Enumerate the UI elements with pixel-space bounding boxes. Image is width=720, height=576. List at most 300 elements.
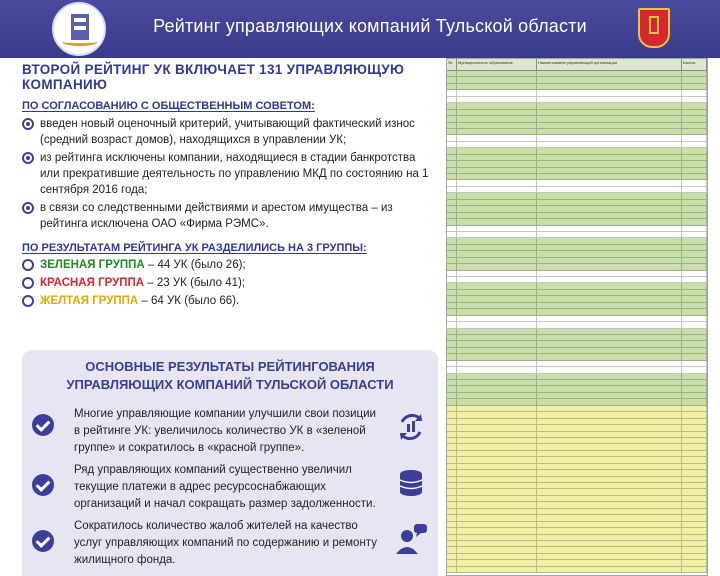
- rating-table: [446, 58, 708, 576]
- table-cell: [537, 496, 682, 501]
- main-heading: ВТОРОЙ РЕЙТИНГ УК ВКЛЮЧАЕТ 131 УПРАВЛЯЮЩУЮ КОМПАНИЮ: [22, 62, 405, 92]
- table-cell: [682, 200, 707, 205]
- table-cell: [537, 180, 682, 185]
- table-cell: [537, 457, 682, 462]
- table-cell: [457, 187, 537, 192]
- table-cell: [537, 547, 682, 552]
- table-cell: [537, 290, 682, 295]
- table-cell: [682, 354, 707, 359]
- table-cell: [447, 90, 457, 95]
- table-cell: [682, 464, 707, 469]
- housing-inspection-logo-icon: [52, 2, 106, 56]
- table-cell: [537, 464, 682, 469]
- table-cell: [447, 316, 457, 321]
- table-cell: [682, 148, 707, 153]
- table-cell: [537, 129, 682, 134]
- bullet-circle-icon: [22, 202, 34, 214]
- results-title-line: ОСНОВНЫЕ РЕЗУЛЬТАТЫ РЕЙТИНГОВАНИЯ: [85, 359, 375, 374]
- table-cell: [537, 348, 682, 353]
- table-cell: [537, 444, 682, 449]
- table-cell: [447, 303, 457, 308]
- table-cell: [682, 386, 707, 391]
- table-cell: [447, 245, 457, 250]
- table-cell: [682, 90, 707, 95]
- table-cell: [457, 393, 537, 398]
- table-cell: [447, 560, 457, 565]
- table-cell: [537, 354, 682, 359]
- table-cell: [457, 567, 537, 572]
- bullet-circle-icon: [22, 118, 34, 130]
- table-cell: [457, 142, 537, 147]
- table-cell: [447, 116, 457, 121]
- table-cell: [447, 412, 457, 417]
- table-cell: [457, 515, 537, 520]
- table-cell: [537, 451, 682, 456]
- left-column: [22, 62, 438, 310]
- list-item: [22, 116, 438, 148]
- group-name: ЗЕЛЕНАЯ ГРУППА: [40, 259, 145, 271]
- table-cell: [447, 432, 457, 437]
- table-cell: [457, 464, 537, 469]
- table-cell: [447, 496, 457, 501]
- table-cell: [682, 554, 707, 559]
- table-cell: [457, 90, 537, 95]
- table-cell: [537, 489, 682, 494]
- table-cell: [682, 168, 707, 173]
- table-cell: [682, 135, 707, 140]
- table-cell: [537, 296, 682, 301]
- table-cell: [457, 522, 537, 527]
- table-cell: [682, 541, 707, 546]
- table-cell: [682, 97, 707, 102]
- table-cell: [447, 200, 457, 205]
- table-cell: [682, 77, 707, 82]
- table-cell: [537, 522, 682, 527]
- list-item: [22, 200, 438, 232]
- table-cell: [457, 303, 537, 308]
- table-cell: [457, 309, 537, 314]
- table-cell: [537, 515, 682, 520]
- table-cell: [457, 554, 537, 559]
- table-cell: [682, 238, 707, 243]
- bullet-circle-icon: [22, 259, 34, 271]
- groups-heading: ПО РЕЗУЛЬТАТАМ РЕЙТИНГА УК РАЗДЕЛИЛИСЬ НА 3 ГРУППЫ:: [22, 242, 367, 254]
- table-cell: [447, 464, 457, 469]
- table-cell: [447, 77, 457, 82]
- table-cell: [447, 335, 457, 340]
- table-cell: [457, 535, 537, 540]
- table-cell: [682, 515, 707, 520]
- table-cell: [457, 477, 537, 482]
- list-item-text: введен новый оценочный критерий, учитывающий фактический износ (средний возраст домов), находящихся в управлении УК;: [40, 118, 415, 146]
- table-cell: [537, 232, 682, 237]
- table-cell: [682, 502, 707, 507]
- page-title: Рейтинг управляющих компаний Тульской области: [153, 16, 587, 36]
- table-cell: [457, 251, 537, 256]
- table-cell: [447, 457, 457, 462]
- group-name: ЖЕЛТАЯ ГРУППА: [40, 295, 139, 307]
- table-cell: [682, 251, 707, 256]
- table-cell: [682, 341, 707, 346]
- table-cell: [682, 374, 707, 379]
- group-red: [22, 274, 438, 292]
- table-cell: [447, 148, 457, 153]
- table-cell: [447, 174, 457, 179]
- table-cell: [447, 502, 457, 507]
- table-cell: [457, 71, 537, 76]
- table-cell: [447, 509, 457, 514]
- table-cell: [682, 226, 707, 231]
- table-cell: [537, 251, 682, 256]
- table-cell: [537, 502, 682, 507]
- table-cell: [447, 135, 457, 140]
- table-cell: [682, 477, 707, 482]
- table-cell: [537, 193, 682, 198]
- table-cell: [537, 483, 682, 488]
- table-cell: [682, 174, 707, 179]
- table-cell: [447, 535, 457, 540]
- table-cell: [537, 283, 682, 288]
- table-cell: [447, 155, 457, 160]
- header-banner: [0, 0, 720, 58]
- table-cell: [682, 509, 707, 514]
- table-cell: [447, 290, 457, 295]
- table-cell: [682, 206, 707, 211]
- table-cell: [457, 110, 537, 115]
- table-cell: [537, 135, 682, 140]
- table-cell: [682, 155, 707, 160]
- table-cell: [537, 213, 682, 218]
- table-cell: [457, 470, 537, 475]
- table-cell: [457, 412, 537, 417]
- table-cell: [447, 386, 457, 391]
- table-cell: [537, 97, 682, 102]
- table-cell: [447, 470, 457, 475]
- table-cell: [537, 341, 682, 346]
- table-cell: [447, 283, 457, 288]
- table-cell: [682, 303, 707, 308]
- table-cell: [447, 142, 457, 147]
- table-cell: [457, 509, 537, 514]
- table-cell: [447, 367, 457, 372]
- table-cell: [537, 322, 682, 327]
- table-cell: [682, 419, 707, 424]
- table-cell: [447, 425, 457, 430]
- table-cell: [457, 419, 537, 424]
- table-cell: [682, 361, 707, 366]
- table-cell: [682, 322, 707, 327]
- table-cell: [682, 213, 707, 218]
- table-cell: [537, 238, 682, 243]
- table-cell: [537, 412, 682, 417]
- table-cell: [457, 399, 537, 404]
- table-cell: [682, 232, 707, 237]
- table-cell: [537, 329, 682, 334]
- table-cell: [457, 380, 537, 385]
- table-cell: [682, 277, 707, 282]
- table-cell: [537, 361, 682, 366]
- table-cell: [447, 541, 457, 546]
- table-cell: [447, 206, 457, 211]
- table-cell: [682, 290, 707, 295]
- table-cell: [537, 309, 682, 314]
- table-cell: [682, 335, 707, 340]
- table-cell: [457, 232, 537, 237]
- table-cell: [537, 219, 682, 224]
- column-header: Муниципальное образование: [457, 59, 537, 70]
- tula-coat-of-arms-icon: [638, 8, 670, 48]
- table-cell: [447, 374, 457, 379]
- table-cell: [457, 361, 537, 366]
- table-cell: [447, 264, 457, 269]
- table-cell: [447, 419, 457, 424]
- table-cell: [537, 541, 682, 546]
- group-green: [22, 256, 438, 274]
- table-cell: [447, 528, 457, 533]
- table-cell: [537, 386, 682, 391]
- table-cell: [447, 71, 457, 76]
- table-cell: [457, 348, 537, 353]
- table-cell: [682, 271, 707, 276]
- table-cell: [682, 522, 707, 527]
- table-cell: [447, 444, 457, 449]
- table-body: [447, 71, 708, 573]
- table-cell: [447, 296, 457, 301]
- table-cell: [537, 264, 682, 269]
- table-cell: [537, 316, 682, 321]
- table-cell: [447, 309, 457, 314]
- table-cell: [457, 438, 537, 443]
- table-cell: [537, 438, 682, 443]
- table-cell: [457, 283, 537, 288]
- result-text: Многие управляющие компании улучшили свои позиции в рейтинге УК: увеличилось количество УК в «зеленой группе» и сократилось в «красной группе».: [74, 408, 376, 454]
- table-cell: [457, 174, 537, 179]
- table-cell: [457, 406, 537, 411]
- table-cell: [682, 264, 707, 269]
- table-cell: [537, 425, 682, 430]
- check-circle-icon: [32, 530, 54, 552]
- table-cell: [447, 271, 457, 276]
- result-text: Ряд управляющих компаний существенно увеличил текущие платежи в адрес ресурсоснабжающих организаций и начал сокращать размер задолженности.: [74, 464, 376, 510]
- table-cell: [447, 483, 457, 488]
- table-cell: [457, 271, 537, 276]
- table-cell: [447, 110, 457, 115]
- table-cell: [457, 432, 537, 437]
- table-cell: [457, 148, 537, 153]
- table-cell: [537, 367, 682, 372]
- table-cell: [457, 489, 537, 494]
- table-cell: [447, 232, 457, 237]
- table-cell: [457, 541, 537, 546]
- table-header: [447, 59, 707, 71]
- table-cell: [682, 528, 707, 533]
- results-title: [22, 358, 438, 394]
- table-cell: [457, 277, 537, 282]
- table-cell: [682, 110, 707, 115]
- group-name: КРАСНАЯ ГРУППА: [40, 277, 145, 289]
- table-cell: [447, 477, 457, 482]
- table-cell: [537, 161, 682, 166]
- table-cell: [682, 84, 707, 89]
- table-cell: [457, 457, 537, 462]
- table-cell: [457, 219, 537, 224]
- table-cell: [457, 560, 537, 565]
- check-circle-icon: [32, 414, 54, 436]
- column-header: №: [447, 59, 457, 70]
- table-cell: [447, 226, 457, 231]
- table-cell: [457, 290, 537, 295]
- table-cell: [457, 135, 537, 140]
- table-cell: [457, 238, 537, 243]
- table-cell: [447, 438, 457, 443]
- bullet-circle-icon: [22, 295, 34, 307]
- table-cell: [447, 451, 457, 456]
- table-cell: [537, 335, 682, 340]
- table-cell: [447, 406, 457, 411]
- table-cell: [457, 168, 537, 173]
- table-cell: [447, 380, 457, 385]
- table-cell: [457, 245, 537, 250]
- table-cell: [537, 77, 682, 82]
- table-cell: [537, 226, 682, 231]
- table-cell: [682, 316, 707, 321]
- table-cell: [457, 180, 537, 185]
- table-cell: [447, 393, 457, 398]
- table-cell: [537, 374, 682, 379]
- table-cell: [457, 386, 537, 391]
- table-cell: [447, 554, 457, 559]
- table-cell: [447, 187, 457, 192]
- table-cell: [537, 84, 682, 89]
- table-cell: [682, 348, 707, 353]
- table-cell: [537, 567, 682, 572]
- refresh-arrows-icon: [394, 410, 428, 444]
- table-cell: [457, 129, 537, 134]
- table-cell: [447, 341, 457, 346]
- table-cell: [682, 483, 707, 488]
- table-cell: [447, 522, 457, 527]
- table-cell: [457, 155, 537, 160]
- table-cell: [682, 380, 707, 385]
- table-cell: [457, 354, 537, 359]
- group-yellow: [22, 292, 438, 310]
- table-cell: [537, 71, 682, 76]
- table-cell: [537, 155, 682, 160]
- result-text: Сократилось количество жалоб жителей на качество услуг управляющих компаний по содержанию и ремонту жилищного фонда.: [74, 520, 377, 566]
- table-cell: [447, 322, 457, 327]
- table-cell: [447, 219, 457, 224]
- table-cell: [682, 245, 707, 250]
- table-cell: [537, 277, 682, 282]
- table-cell: [457, 226, 537, 231]
- agreement-heading: ПО СОГЛАСОВАНИЮ С ОБЩЕСТВЕННЫМ СОВЕТОМ:: [22, 100, 315, 112]
- table-cell: [457, 316, 537, 321]
- agreement-list: [22, 116, 438, 232]
- table-cell: [447, 97, 457, 102]
- table-cell: [457, 496, 537, 501]
- table-cell: [682, 496, 707, 501]
- group-detail: – 44 УК (было 26);: [144, 259, 246, 271]
- table-cell: [457, 161, 537, 166]
- table-cell: [682, 193, 707, 198]
- column-header: Наименование управляющей организации: [537, 59, 682, 70]
- results-panel: [22, 350, 438, 576]
- table-cell: [447, 277, 457, 282]
- check-circle-icon: [32, 474, 54, 496]
- table-cell: [457, 296, 537, 301]
- list-item: [22, 150, 438, 198]
- table-cell: [537, 258, 682, 263]
- table-cell: [457, 103, 537, 108]
- table-cell: [457, 97, 537, 102]
- table-cell: [447, 103, 457, 108]
- table-cell: [682, 547, 707, 552]
- table-cell: [682, 103, 707, 108]
- table-cell: [447, 567, 457, 572]
- table-cell: [682, 425, 707, 430]
- table-cell: [682, 457, 707, 462]
- table-cell: [537, 477, 682, 482]
- table-cell: [537, 148, 682, 153]
- table-cell: [682, 142, 707, 147]
- table-cell: [537, 168, 682, 173]
- table-cell: [682, 412, 707, 417]
- table-cell: [537, 116, 682, 121]
- table-cell: [447, 399, 457, 404]
- table-cell: [457, 200, 537, 205]
- table-cell: [682, 393, 707, 398]
- table-cell: [537, 406, 682, 411]
- table-cell: [457, 77, 537, 82]
- table-cell: [537, 123, 682, 128]
- table-cell: [682, 367, 707, 372]
- table-cell: [457, 502, 537, 507]
- table-cell: [682, 180, 707, 185]
- table-row: [447, 567, 708, 573]
- table-cell: [457, 367, 537, 372]
- table-cell: [537, 560, 682, 565]
- table-cell: [457, 329, 537, 334]
- table-cell: [447, 123, 457, 128]
- table-cell: [447, 258, 457, 263]
- table-cell: [537, 271, 682, 276]
- table-cell: [447, 129, 457, 134]
- table-cell: [447, 168, 457, 173]
- results-title-line: УПРАВЛЯЮЩИХ КОМПАНИЙ ТУЛЬСКОЙ ОБЛАСТИ: [66, 377, 394, 392]
- table-cell: [537, 419, 682, 424]
- table-cell: [537, 303, 682, 308]
- column-header: Баллы: [682, 59, 707, 70]
- table-cell: [682, 296, 707, 301]
- table-cell: [682, 399, 707, 404]
- table-cell: [682, 161, 707, 166]
- table-cell: [447, 348, 457, 353]
- table-cell: [682, 535, 707, 540]
- table-cell: [457, 84, 537, 89]
- table-cell: [682, 329, 707, 334]
- list-item-text: из рейтинга исключены компании, находящиеся в стадии банкротства или прекратившие деятельность по управлению МКД по состоянию на 1 сентября 2016 года;: [40, 152, 429, 196]
- list-item-text: в связи со следственными действиями и арестом имущества – из рейтинга исключена ОАО «Фирма РЭМС».: [40, 202, 393, 230]
- table-cell: [457, 264, 537, 269]
- table-cell: [457, 116, 537, 121]
- table-cell: [537, 110, 682, 115]
- bullet-circle-icon: [22, 277, 34, 289]
- table-cell: [682, 283, 707, 288]
- table-cell: [537, 245, 682, 250]
- table-cell: [537, 528, 682, 533]
- table-cell: [537, 470, 682, 475]
- table-cell: [682, 567, 707, 572]
